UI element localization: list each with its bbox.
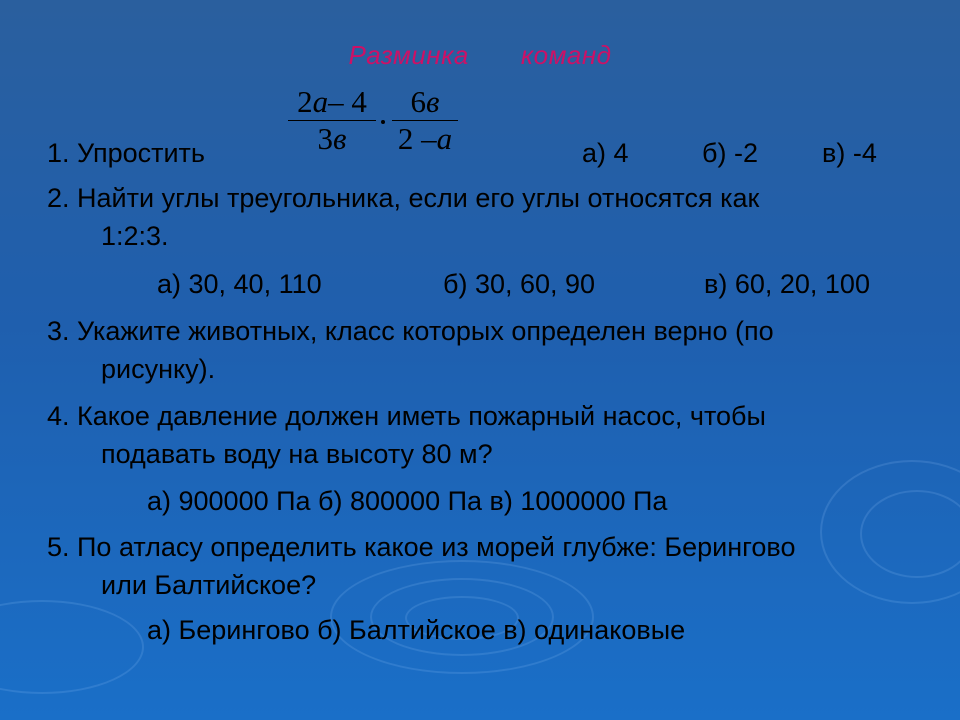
ripple-ring: [0, 600, 144, 694]
fraction-1: [288, 86, 376, 155]
slide-title: [0, 40, 960, 71]
fraction-1-numerator: 2a– 4: [297, 84, 367, 119]
multiply-dot: [381, 120, 385, 124]
fraction-2-numerator: 6в: [410, 84, 440, 119]
fraction-2-denominator: 2 –a: [397, 121, 453, 156]
question-4-line-1: 4. Какое давление должен иметь пожарный насос, чтобы: [47, 401, 766, 431]
question-5-answers: а) Берингово б) Балтийское в) одинаковые: [147, 615, 686, 645]
fraction-2: [392, 86, 458, 155]
question-1-answer-b: б) -2: [702, 138, 758, 168]
question-2-answer-c: в) 60, 20, 100: [704, 269, 870, 299]
question-4-answers: а) 900000 Па б) 800000 Па в) 1000000 Па: [147, 486, 668, 516]
question-4-line-2: подавать воду на высоту 80 м?: [101, 439, 493, 469]
question-1-answer-c: в) -4: [822, 138, 877, 168]
question-2-answer-b: б) 30, 60, 90: [443, 269, 596, 299]
question-3-line-1: 3. Укажите животных, класс которых определен верно (по: [47, 316, 774, 346]
title-part-1: Разминка: [348, 40, 469, 70]
question-2-line-1: 2. Найти углы треугольника, если его углы относятся как: [47, 183, 760, 213]
question-1-answer-a: а) 4: [582, 138, 629, 168]
fraction-1-denominator: 3в: [317, 121, 347, 156]
question-1-text: 1. Упростить: [47, 138, 205, 168]
question-2-line-2: 1:2:3.: [101, 221, 169, 251]
question-5-line-1: 5. По атласу определить какое из морей глубже: Берингово: [47, 532, 796, 562]
question-5-line-2: или Балтийское?: [101, 570, 317, 600]
question-2-answer-a: а) 30, 40, 110: [157, 269, 322, 299]
title-part-2: команд: [520, 40, 612, 70]
question-3-line-2: рисунку).: [101, 354, 216, 384]
